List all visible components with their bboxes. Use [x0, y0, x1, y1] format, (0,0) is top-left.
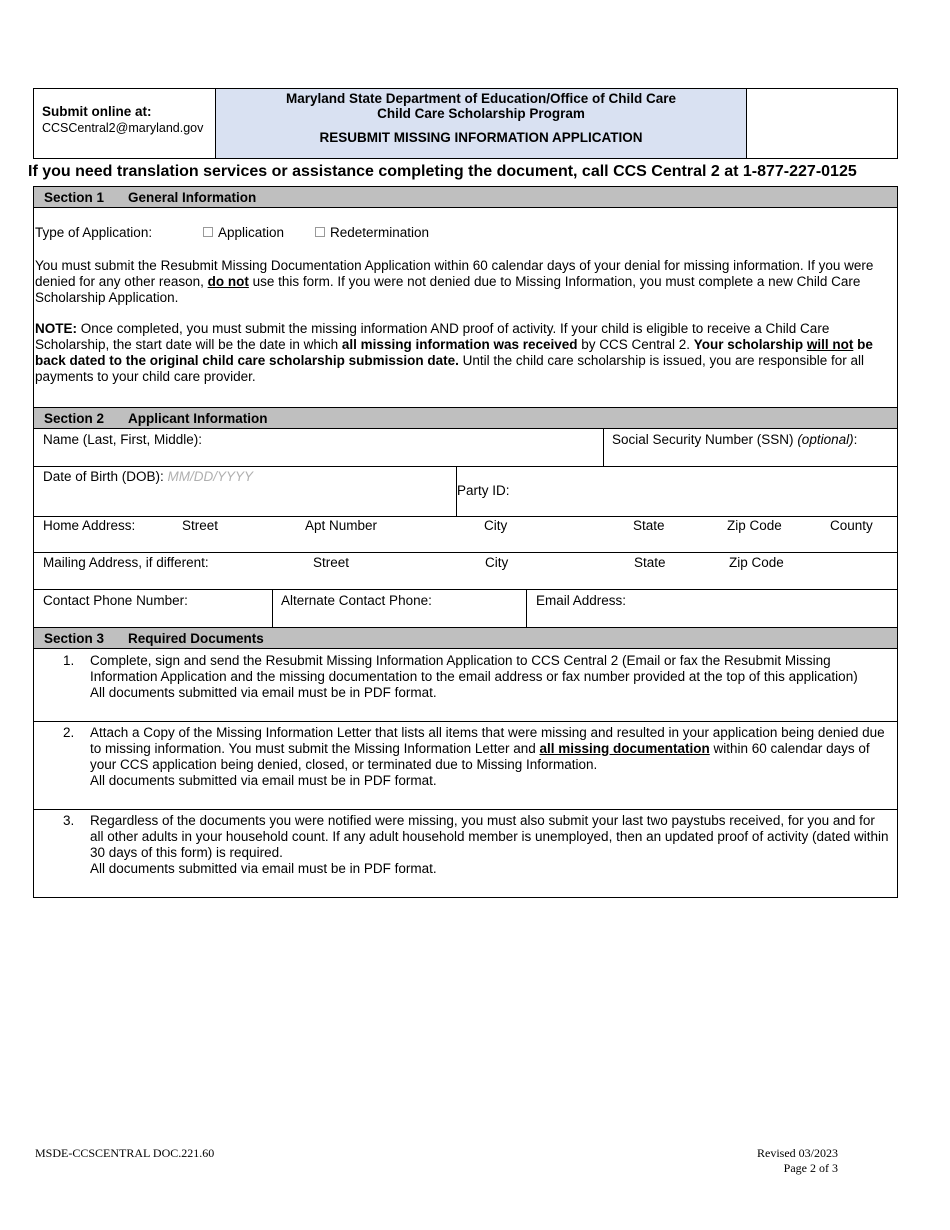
note-bold-scholarship: Your scholarship [693, 337, 807, 352]
section1-title: General Information [128, 190, 257, 205]
pdf-note: All documents submitted via email must be in PDF format. [90, 685, 437, 700]
submit-info-box [33, 88, 216, 159]
submit-email: CCSCentral2@maryland.gov [42, 121, 204, 135]
note-paragraph [35, 321, 897, 385]
home-zip-field[interactable]: Zip Code [727, 518, 782, 533]
section2-number: Section 2 [44, 411, 105, 426]
list-item [90, 653, 890, 701]
dob-field[interactable] [43, 469, 253, 484]
note-text: Once completed, you must submit the missing information AND proof of activity. If your child is eligible to receive a Child Care Scholarship, the start date will be the date in which [35, 321, 830, 352]
divider [526, 589, 527, 627]
do-not-emphasis: do not [207, 274, 249, 289]
doc-id: MSDE-CCSCENTRAL DOC.221.60 [35, 1146, 215, 1160]
section3-number: Section 3 [44, 631, 105, 646]
list-item-number: 2. [63, 725, 75, 740]
checkbox-icon[interactable] [315, 227, 325, 237]
form-title: RESUBMIT MISSING INFORMATION APPLICATION [319, 130, 643, 145]
redetermination-checkbox[interactable] [315, 225, 429, 240]
item-text [90, 725, 890, 773]
revision-info [757, 1146, 838, 1176]
application-type-label: Type of Application: [35, 225, 153, 240]
divider [33, 516, 898, 517]
deadline-text-end: use this form. If you were not denied due to Missing Information, you must complete a new Child Care Scholarship Application. [35, 274, 861, 305]
divider [33, 809, 898, 810]
ssn-field[interactable] [612, 432, 857, 447]
application-checkbox[interactable] [203, 225, 284, 240]
divider [33, 721, 898, 722]
dob-placeholder: MM/DD/YYYY [167, 469, 254, 484]
pdf-note: All documents submitted via email must be in PDF format. [90, 773, 437, 788]
section3-title: Required Documents [128, 631, 264, 646]
section2-title: Applicant Information [128, 411, 268, 426]
divider [33, 589, 898, 590]
section3-bar [33, 627, 898, 649]
divider [603, 428, 604, 466]
divider [272, 589, 273, 627]
divider [33, 552, 898, 553]
contact-phone-field[interactable]: Contact Phone Number: [43, 593, 188, 608]
note-label: NOTE: [35, 321, 77, 336]
home-street-field[interactable]: Street [182, 518, 219, 533]
submit-label: Submit online at: [42, 104, 152, 119]
ssn-optional: (optional) [797, 432, 854, 447]
program-name: Child Care Scholarship Program [377, 106, 585, 121]
item-text-part: Attach a Copy of the Missing Information Letter that lists all items that were missing and resulted in your application being denied due to missing information. You must submit the Missing Information Letter and [90, 725, 885, 756]
item-text-part: within 60 calendar days of your CCS application being denied, closed, or terminated due to Missing Information. [90, 741, 870, 772]
name-field[interactable]: Name (Last, First, Middle): [43, 432, 203, 447]
ssn-colon: : [853, 432, 858, 447]
divider [33, 466, 898, 467]
note-text-2: by CCS Central 2. [577, 337, 694, 352]
form-header [215, 88, 747, 159]
mailing-city-field[interactable]: City [485, 555, 509, 570]
translation-notice: If you need translation services or assistance completing the document, call CCS Central 2 at 1-877-227-0125 [28, 163, 857, 180]
mailing-address-label: Mailing Address, if different: [43, 555, 209, 570]
application-option-label: Application [218, 225, 285, 240]
home-address-label: Home Address: [43, 518, 136, 533]
party-id-field[interactable]: Party ID: [457, 483, 510, 498]
list-item-number: 3. [63, 813, 75, 828]
page-number: Page 2 of 3 [783, 1161, 838, 1175]
item-emphasis: all missing documentation [539, 741, 710, 756]
home-city-field[interactable]: City [484, 518, 508, 533]
item-text: Regardless of the documents you were notified were missing, you must also submit your last two paystubs received, for you and for all other adults in your household count. If any adult household member is unemployed, then an updated proof of activity (dated within 30 days of this form) is required. [90, 813, 889, 860]
alt-phone-field[interactable]: Alternate Contact Phone: [281, 593, 432, 608]
email-field[interactable]: Email Address: [536, 593, 627, 608]
note-bold-received: all missing information was received [341, 337, 578, 352]
section2-bar [33, 407, 898, 429]
list-item-number: 1. [63, 653, 75, 668]
section1-number: Section 1 [44, 190, 105, 205]
checkbox-icon[interactable] [203, 227, 213, 237]
deadline-paragraph [35, 258, 897, 306]
revised-date: Revised 03/2023 [757, 1146, 838, 1160]
home-apt-field[interactable]: Apt Number [305, 518, 378, 533]
list-item [90, 725, 890, 789]
item-text: Complete, sign and send the Resubmit Missing Information Application to CCS Central 2 (Email or fax the Resubmit Missing Information Application and the missing documentation to the email address or fax number provided at the top of this application) [90, 653, 858, 684]
note-will-not: will not [806, 337, 854, 352]
mailing-street-field[interactable]: Street [313, 555, 350, 570]
home-state-field[interactable]: State [633, 518, 665, 533]
section1-bar [33, 186, 898, 208]
deadline-text: You must submit the Resubmit Missing Documentation Application within 60 calendar days of your denial for missing information. If you were denied for any other reason, [35, 258, 874, 289]
dob-label: Date of Birth (DOB): [43, 469, 168, 484]
note-text-end: Until the child care scholarship is issued, you are responsible for all payments to your child care provider. [35, 353, 865, 384]
header-blank-box [746, 88, 898, 159]
list-item [90, 813, 890, 877]
note-bold-backdated: be back dated to the original child care scholarship submission date. [35, 337, 873, 368]
mailing-state-field[interactable]: State [634, 555, 666, 570]
pdf-note: All documents submitted via email must be in PDF format. [90, 861, 437, 876]
redetermination-option-label: Redetermination [330, 225, 430, 240]
mailing-zip-field[interactable]: Zip Code [729, 555, 784, 570]
home-county-field[interactable]: County [830, 518, 873, 533]
ssn-label: Social Security Number (SSN) [612, 432, 798, 447]
agency-name: Maryland State Department of Education/Office of Child Care [285, 91, 677, 106]
